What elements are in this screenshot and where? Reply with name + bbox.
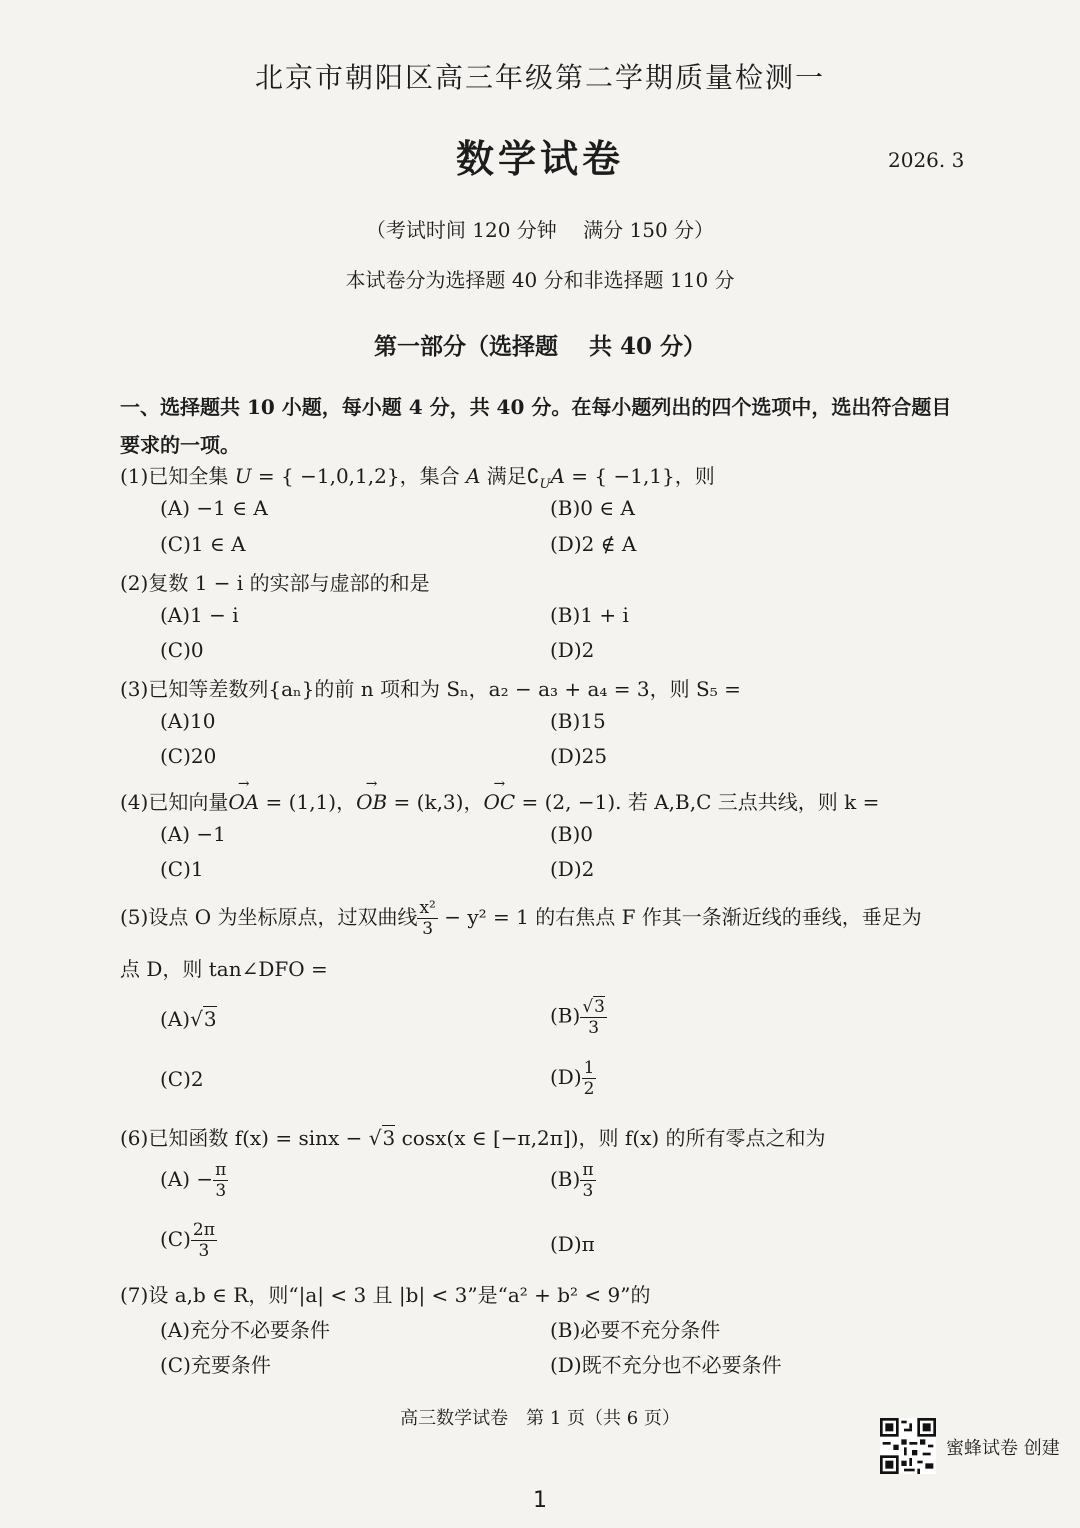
q5-text-a: 设点 O 为坐标原点，过双曲线: [148, 905, 418, 929]
q5-option-b: [550, 996, 607, 1038]
page-title: 数学试卷: [455, 136, 624, 181]
q5-fraction: [417, 898, 437, 939]
q7-option-c: (C)充要条件: [160, 1353, 271, 1377]
question-2: [120, 567, 430, 596]
q7-option-d: (D)既不充分也不必要条件: [550, 1353, 782, 1377]
q2-text: 复数 1 − i 的实部与虚部的和是: [148, 571, 430, 595]
question-number: (6): [120, 1126, 149, 1150]
option-label: (D): [550, 1065, 582, 1089]
qr-code-icon[interactable]: [880, 1418, 936, 1474]
q3-option-a: (A)10: [160, 709, 216, 733]
q3-text: 已知等差数列{aₙ}的前 n 项和为 Sₙ，a₂ − a₃ + a₄ = 3，则 S₅ =: [148, 677, 741, 701]
q2-option-d: (D)2: [550, 638, 595, 662]
vector-ob: → OB: [356, 790, 387, 814]
q1-var-a: A: [465, 464, 481, 488]
q4-option-a: (A) −1: [160, 822, 226, 846]
q6-option-b: [550, 1160, 596, 1201]
brand-watermark: 蜜蜂试卷 创建: [946, 1438, 1060, 1459]
q7-text: 设 a,b ∈ R，则“|a| < 3 且 |b| < 3”是“a² + b² < 9”的: [148, 1283, 651, 1307]
q5-option-d: [550, 1058, 596, 1099]
q1-option-a: (A) −1 ∈ A: [160, 496, 268, 520]
q6-option-c: [160, 1220, 217, 1261]
fraction-denominator: 3: [198, 1241, 210, 1261]
option-fraction: [191, 1220, 217, 1261]
fraction-numerator: x²: [419, 898, 436, 918]
q4-option-d: (D)2: [550, 857, 595, 881]
q5-option-a: (A)√3: [160, 1007, 217, 1031]
q1-text-a: 已知全集: [148, 464, 235, 488]
option-fraction: [582, 1058, 597, 1099]
q2-option-a: (A)1 − i: [160, 603, 239, 627]
q1-option-b: (B)0 ∈ A: [550, 496, 635, 520]
q3-option-d: (D)25: [550, 744, 608, 768]
question-4: [120, 786, 879, 815]
fraction-denominator: 3: [582, 1181, 594, 1201]
q5-text-b: − y² = 1 的右焦点 F 作其一条渐近线的垂线，垂足为: [437, 905, 922, 929]
option-label: (A): [160, 1007, 191, 1031]
q4-text-d: = (2, −1). 若 A,B,C 三点共线，则 k =: [515, 790, 880, 814]
q6-option-a: [160, 1160, 228, 1201]
sqrt-radicand: 3: [203, 1007, 217, 1031]
question-number: (3): [120, 677, 149, 701]
exam-date: 2026. 3: [888, 148, 965, 172]
fraction-denominator: 3: [422, 919, 434, 939]
q1-var-u: U: [234, 464, 252, 488]
question-number: (5): [120, 905, 149, 929]
q4-text-b: = (1,1)，: [259, 790, 357, 814]
fraction-numerator: 3: [594, 997, 605, 1017]
q4-text-a: 已知向量: [148, 790, 229, 814]
fraction-numerator: π: [215, 1160, 227, 1180]
q1-sub-u: U: [539, 477, 551, 492]
q6-text-b: cosx(x ∈ [−π,2π])，则 f(x) 的所有零点之和为: [395, 1126, 826, 1150]
fraction-numerator: π: [582, 1160, 594, 1180]
option-fraction: [580, 1160, 595, 1201]
fraction-denominator: 3: [588, 1018, 600, 1038]
section-instructions: 一、选择题共 10 小题，每小题 4 分，共 40 分。在每小题列出的四个选项中，选出符合题目要求的一项。: [120, 395, 952, 457]
q3-option-b: (B)15: [550, 709, 606, 733]
option-fraction: $\frac{√3}{3}$: [582, 997, 605, 1038]
q1-var-a2: A: [550, 464, 565, 488]
question-3: [120, 673, 741, 702]
q7-option-b: (B)必要不充分条件: [550, 1318, 721, 1342]
question-number: (7): [120, 1283, 149, 1307]
fraction-numerator: 1: [583, 1058, 595, 1078]
q3-option-c: (C)20: [160, 744, 217, 768]
question-5: [120, 898, 922, 939]
q5-line-2: 点 D，则 tan∠DFO =: [120, 957, 328, 981]
option-fraction: [213, 1160, 228, 1201]
vector-oa: → OA: [228, 790, 259, 814]
option-label: (A) −: [160, 1167, 214, 1191]
q2-option-c: (C)0: [160, 638, 204, 662]
score-split-info: 本试卷分为选择题 40 分和非选择题 110 分: [345, 268, 735, 292]
q7-option-a: (A)充分不必要条件: [160, 1318, 331, 1342]
q1-text-c: 满足∁: [480, 464, 540, 488]
q4-option-c: (C)1: [160, 857, 204, 881]
question-6: (6)已知函数 f(x) = sinx − √3 cosx(x ∈ [−π,2π])，则 f(x) 的所有零点之和为: [120, 1126, 826, 1150]
q4-text-c: = (k,3)，: [387, 790, 484, 814]
q1-text-d: = { −1,1}，则: [564, 464, 715, 488]
exam-time-info: （考试时间 120 分钟 满分 150 分）: [365, 218, 715, 242]
question-7: [120, 1279, 650, 1308]
q1-option-c: (C)1 ∈ A: [160, 532, 246, 556]
fraction-denominator: 2: [583, 1079, 595, 1099]
q5-option-c: (C)2: [160, 1067, 204, 1091]
sqrt-radicand: 3: [382, 1126, 396, 1150]
fraction-numerator: 2π: [192, 1220, 215, 1240]
q4-option-b: (B)0: [550, 822, 594, 846]
q1-option-d: (D)2 ∉ A: [550, 532, 637, 556]
fraction-denominator: 3: [215, 1181, 227, 1201]
question-number: (4): [120, 790, 149, 814]
vector-oc: → OC: [483, 790, 515, 814]
question-number: (2): [120, 571, 149, 595]
question-1: [120, 460, 715, 492]
q6-option-d: (D)π: [550, 1232, 595, 1256]
q6-text-a: 已知函数 f(x) = sinx −: [148, 1126, 369, 1150]
part-heading: 第一部分（选择题 共 40 分）: [373, 333, 707, 360]
option-label: (B): [550, 1003, 581, 1028]
question-number: (1): [120, 464, 149, 488]
q2-option-b: (B)1 + i: [550, 603, 629, 627]
page-footer: 高三数学试卷 第 1 页（共 6 页）: [400, 1408, 680, 1429]
page-number: 1: [533, 1488, 547, 1513]
exam-header-title: 北京市朝阳区高三年级第二学期质量检测一: [254, 61, 825, 94]
q1-text-b: = { −1,0,1,2}，集合: [251, 464, 466, 488]
option-label: (B): [550, 1167, 581, 1191]
option-label: (C): [160, 1227, 191, 1251]
